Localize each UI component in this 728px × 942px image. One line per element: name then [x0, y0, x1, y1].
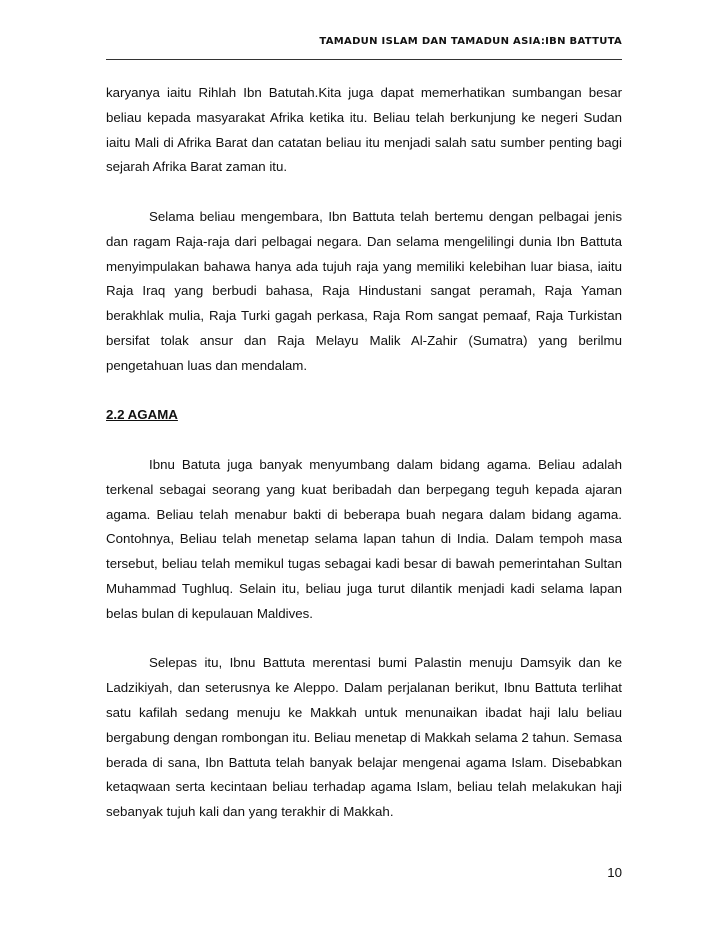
paragraph-intro: karyanya iaitu Rihlah Ibn Batutah.Kita juga dapat memerhatikan sumbangan besar beliau kepada masyarakat Afrika ketika itu. Beliau telah berkunjung ke negeri Sudan iaitu Mali di Afrika Barat dan catatan beliau itu menjadi salah satu sumber penting bagi sejarah Afrika Barat zaman itu.: [106, 85, 622, 175]
page-number: 10: [607, 865, 622, 880]
paragraph-travels: Selepas itu, Ibnu Battuta merentasi bumi Palastin menuju Damsyik dan ke Ladzikiyah, dan seterusnya ke Aleppo. Dalam perjalanan berikut, Ibnu Battuta terlihat satu kafilah sedang menuju ke Makkah untuk menunaikan ibadat haji lalu beliau bergabung dengan rombongan itu. Beliau menetap di Makkah selama 2 tahun. Semasa berada di sana, Ibn Battuta telah banyak belajar mengenai agama Islam. Disebabkan ketaqwaan serta kecintaan beliau terhadap agama Islam, beliau telah melakukan haji sebanyak tujuh kali dan yang terakhir di Makkah.: [106, 655, 622, 820]
section-heading: 2.2 AGAMA: [106, 407, 178, 423]
running-header: [106, 36, 622, 60]
paragraph-religion: Ibnu Batuta juga banyak menyumbang dalam bidang agama. Beliau adalah terkenal sebagai seorang yang kuat beribadah dan berpegang teguh kepada ajaran agama. Beliau telah menabur bakti di beberapa buah negara dalam bidang agama. Contohnya, Beliau telah menetap selama lapan tahun di India. Dalam tempoh masa tersebut, beliau telah memikul tugas sebagai kadi besar di bawah pemerintahan Sultan Muhammad Tughluq. Selain itu, beliau juga turut dilantik menjadi kadi selama lapan belas bulan di kepulauan Maldives.: [106, 456, 622, 621]
paragraph-kings: Selama beliau mengembara, Ibn Battuta telah bertemu dengan pelbagai jenis dan ragam Raja-raja dari pelbagai negara. Dan selama mengelilingi dunia Ibn Battuta menyimpulakan bahawa hanya ada tujuh raja yang memiliki kelebihan luar biasa, iaitu Raja Iraq yang berbudi bahasa, Raja Hindustani sangat peramah, Raja Yaman berakhlak mulia, Raja Turki gagah perkasa, Raja Rom sangat pemaaf, Raja Turkistan bersifat tolak ansur dan Raja Melayu Malik Al-Zahir (Sumatra) yang berilmu pengetahuan luas dan mendalam.: [106, 208, 622, 373]
header-title: TAMADUN ISLAM DAN TAMADUN ASIA:IBN BATTUTA: [319, 36, 622, 47]
page-body: [106, 81, 622, 850]
